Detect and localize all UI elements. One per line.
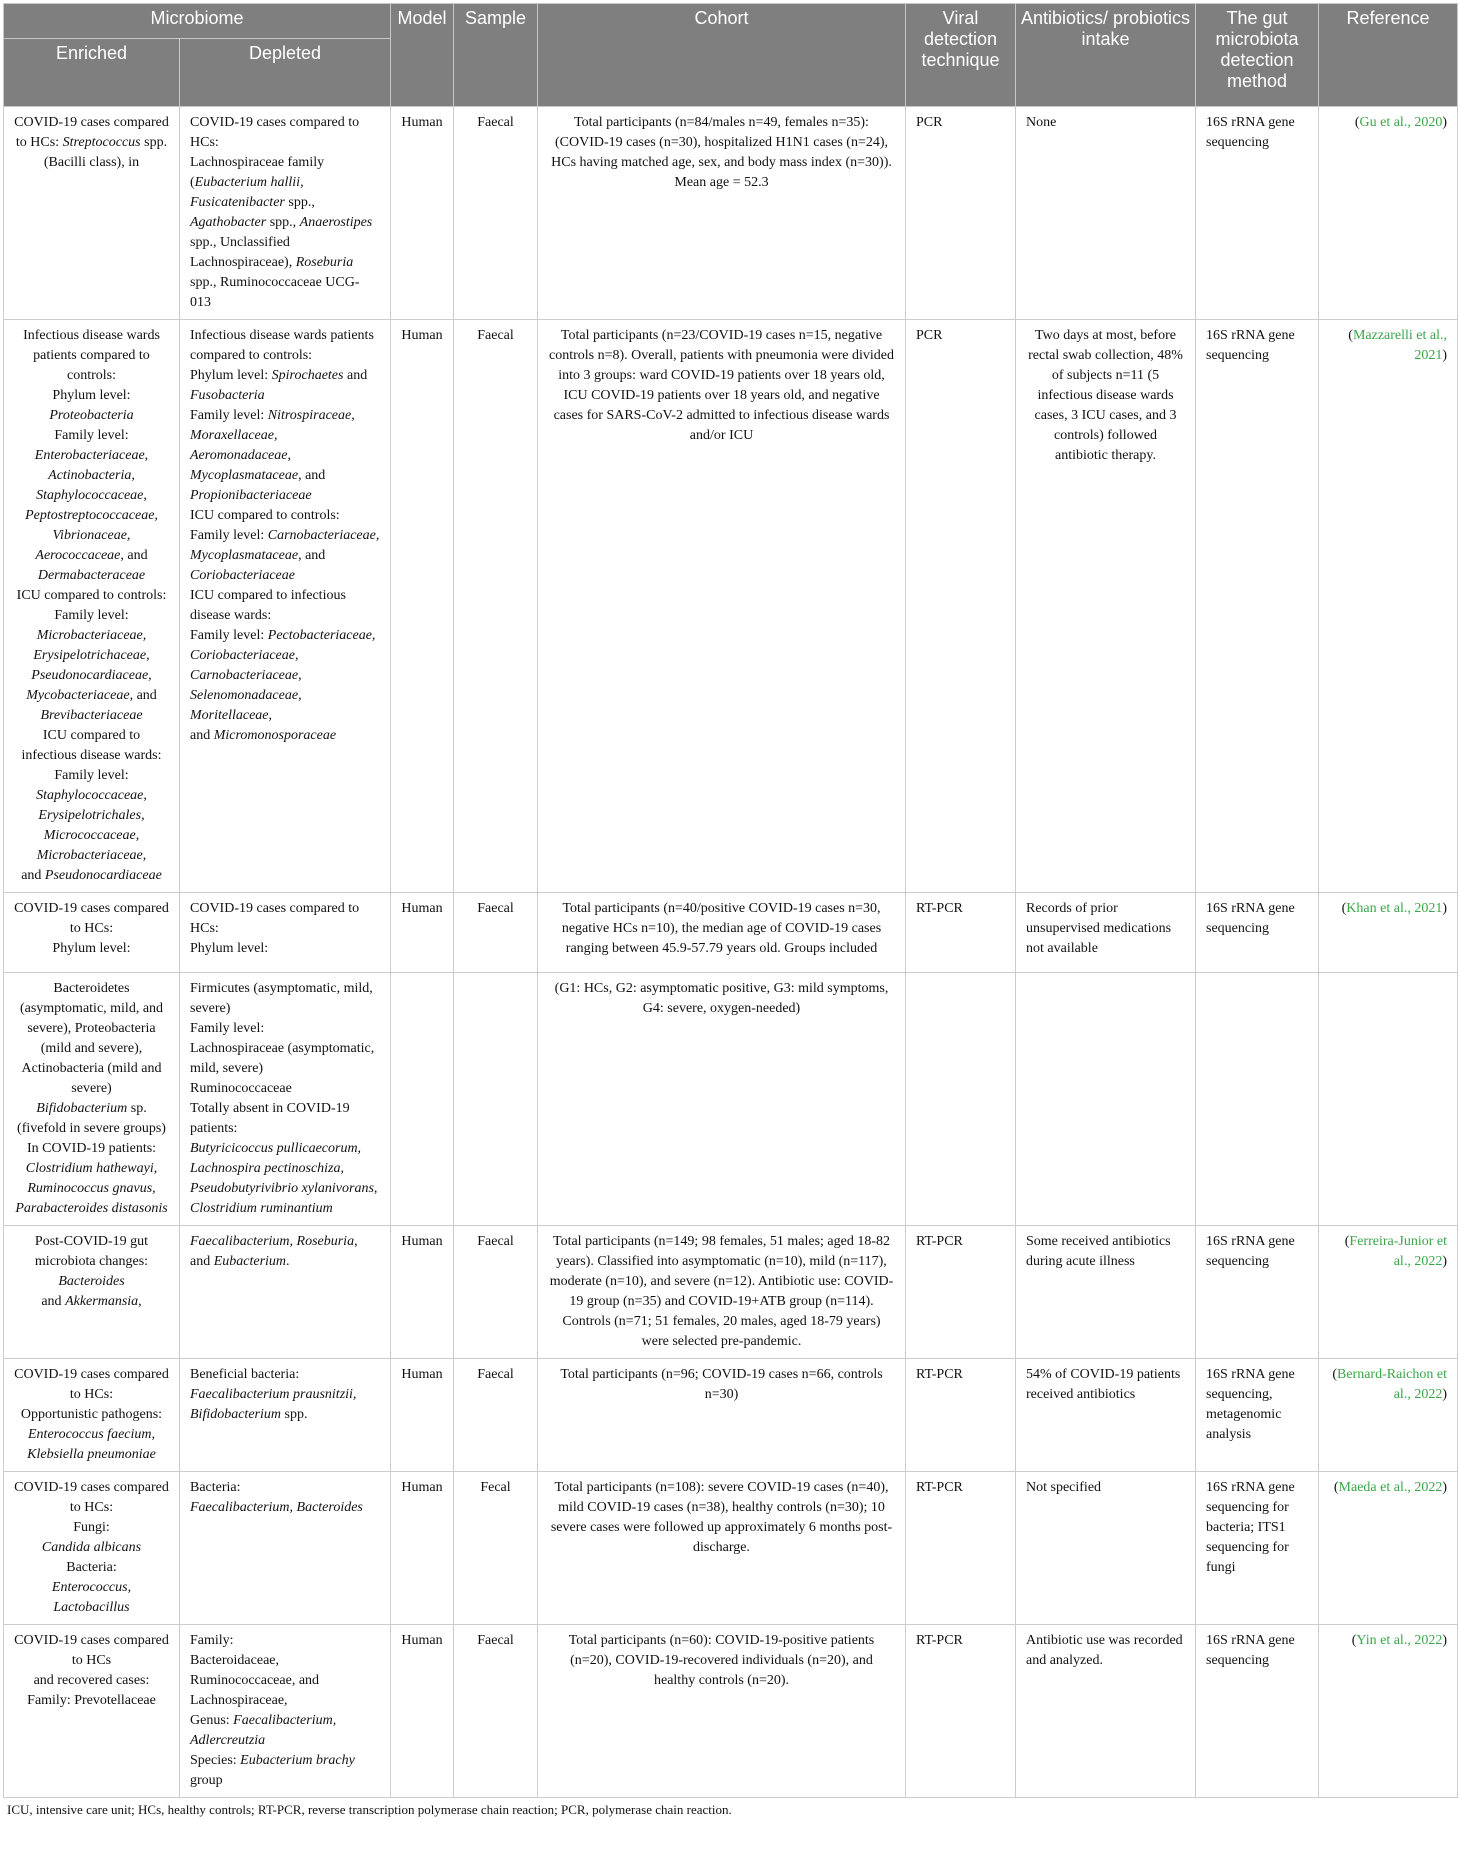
reference-link[interactable]: Bernard-Raichon et al., 2022: [1336, 1367, 1447, 1402]
cell-model: [391, 973, 454, 1226]
cell-cohort: Total participants (n=108): severe COVID-19 cases (n=40), mild COVID-19 cases (n=38), healthy controls (n=30); 10 severe cases were followed up approximately 6 months post-discharge.: [538, 1472, 906, 1625]
cell-viral: RT-PCR: [906, 1226, 1016, 1359]
header-viral-detection: Viral detection technique: [906, 4, 1016, 107]
cell-depleted: Beneficial bacteria: Faecalibacterium prausnitzii, Bifidobacterium spp.: [180, 1359, 391, 1472]
reference-link[interactable]: Gu et al., 2020: [1359, 115, 1443, 130]
cell-sample: Faecal: [454, 893, 538, 973]
cell-cohort: Total participants (n=96; COVID-19 cases n=66, controls n=30): [538, 1359, 906, 1472]
cell-sample: Faecal: [454, 1226, 538, 1359]
cell-model: Human: [391, 107, 454, 320]
cell-enriched: COVID-19 cases compared to HCs: Phylum level:: [4, 893, 180, 973]
table-row: [4, 1472, 1458, 1625]
cell-enriched: Post-COVID-19 gut microbiota changes: Bacteroides and Akkermansia,: [4, 1226, 180, 1359]
table-footnote: ICU, intensive care unit; HCs, healthy controls; RT-PCR, reverse transcription polymerase chain reaction; PCR, polymerase chain reaction.: [7, 1802, 732, 1817]
cell-reference: [1319, 973, 1458, 1226]
cell-viral: PCR: [906, 107, 1016, 320]
header-cohort: Cohort: [538, 4, 906, 107]
cell-method: 16S rRNA gene sequencing: [1196, 1226, 1319, 1359]
cell-reference: (Maeda et al., 2022): [1319, 1472, 1458, 1625]
cell-cohort: (G1: HCs, G2: asymptomatic positive, G3: mild symptoms, G4: severe, oxygen-needed): [538, 973, 906, 1226]
table-container: [3, 3, 1457, 1818]
cell-depleted: COVID-19 cases compared to HCs: Lachnospiraceae family (Eubacterium hallii, Fusicatenibacter spp., Agathobacter spp., Anaerostipes spp., Unclassified Lachnospiraceae), Roseburia spp., Ruminococcaceae UCG-013: [180, 107, 391, 320]
table-row: [4, 1625, 1458, 1798]
cell-antibiotics: [1016, 973, 1196, 1226]
table-row: [4, 893, 1458, 973]
cell-model: Human: [391, 1472, 454, 1625]
cell-viral: RT-PCR: [906, 1472, 1016, 1625]
cell-reference: (Khan et al., 2021): [1319, 893, 1458, 973]
cell-reference: (Mazzarelli et al., 2021): [1319, 320, 1458, 893]
cell-sample: Faecal: [454, 107, 538, 320]
cell-method: 16S rRNA gene sequencing: [1196, 107, 1319, 320]
cell-enriched: Infectious disease wards patients compared to controls: Phylum level: Proteobacteria Family level: Enterobacteriaceae, Actinobacteria, Staphylococcaceae, Peptostreptococcaceae, Vibrionaceae, Aerococcaceae, and Dermabacteraceae ICU compared to controls: Family level: Microbacteriaceae, Erysipelotrichaceae, Pseudonocardiaceae, Mycobacteriaceae, and Brevibacteriaceae ICU compared to infectious disease wards: Family level: Staphylococcaceae, Erysipelotrichales, Micrococcaceae, Microbacteriaceae, and Pseudonocardiaceae: [4, 320, 180, 893]
reference-link[interactable]: Yin et al., 2022: [1356, 1633, 1443, 1648]
cell-viral: RT-PCR: [906, 1359, 1016, 1472]
cell-sample: Faecal: [454, 320, 538, 893]
reference-link[interactable]: Maeda et al., 2022: [1338, 1480, 1443, 1495]
cell-antibiotics: 54% of COVID-19 patients received antibiotics: [1016, 1359, 1196, 1472]
table-row: [4, 107, 1458, 320]
cell-depleted: Firmicutes (asymptomatic, mild, severe) Family level: Lachnospiraceae (asymptomatic, mild, severe) Ruminococcaceae Totally absent in COVID-19 patients: Butyricicoccus pullicaecorum, Lachnospira pectinoschiza, Pseudobutyrivibrio xylanivorans, Clostridium ruminantium: [180, 973, 391, 1226]
cell-depleted: Family: Bacteroidaceae, Ruminococcaceae, and Lachnospiraceae, Genus: Faecalibacterium, Adlercreutzia Species: Eubacterium brachy group: [180, 1625, 391, 1798]
cell-sample: [454, 973, 538, 1226]
cell-cohort: Total participants (n=23/COVID-19 cases n=15, negative controls n=8). Overall, patients with pneumonia were divided into 3 groups: ward COVID-19 patients over 18 years old, ICU COVID-19 patients over 18 years old, and negative cases for SARS-CoV-2 admitted to infectious disease wards and/or ICU: [538, 320, 906, 893]
cell-antibiotics: Records of prior unsupervised medications not available: [1016, 893, 1196, 973]
cell-model: Human: [391, 1226, 454, 1359]
cell-antibiotics: None: [1016, 107, 1196, 320]
cell-depleted: Infectious disease wards patients compared to controls: Phylum level: Spirochaetes and Fusobacteria Family level: Nitrospiraceae, Moraxellaceae, Aeromonadaceae, Mycoplasmataceae, and Propionibacteriaceae ICU compared to controls: Family level: Carnobacteriaceae, Mycoplasmataceae, and Coriobacteriaceae ICU compared to infectious disease wards: Family level: Pectobacteriaceae, Coriobacteriaceae, Carnobacteriaceae, Selenomonadaceae, Moritellaceae, and Micromonosporaceae: [180, 320, 391, 893]
cell-enriched: COVID-19 cases compared to HCs and recovered cases: Family: Prevotellaceae: [4, 1625, 180, 1798]
table-body: [4, 107, 1458, 1798]
cell-method: 16S rRNA gene sequencing for bacteria; ITS1 sequencing for fungi: [1196, 1472, 1319, 1625]
cell-method: 16S rRNA gene sequencing, metagenomic analysis: [1196, 1359, 1319, 1472]
cell-antibiotics: Some received antibiotics during acute illness: [1016, 1226, 1196, 1359]
header-microbiome: Microbiome: [4, 4, 391, 39]
cell-method: 16S rRNA gene sequencing: [1196, 320, 1319, 893]
cell-model: Human: [391, 893, 454, 973]
header-model: Model: [391, 4, 454, 107]
reference-link[interactable]: Mazzarelli et al., 2021: [1352, 328, 1447, 363]
cell-enriched: COVID-19 cases compared to HCs: Opportunistic pathogens: Enterococcus faecium, Klebsiella pneumoniae: [4, 1359, 180, 1472]
header-enriched: Enriched: [4, 39, 180, 107]
cell-reference: (Gu et al., 2020): [1319, 107, 1458, 320]
reference-link[interactable]: Khan et al., 2021: [1346, 901, 1443, 916]
cell-enriched: COVID-19 cases compared to HCs: Fungi: Candida albicans Bacteria: Enterococcus, Lactobacillus: [4, 1472, 180, 1625]
cell-model: Human: [391, 320, 454, 893]
cell-method: 16S rRNA gene sequencing: [1196, 893, 1319, 973]
cell-cohort: Total participants (n=60): COVID-19-positive patients (n=20), COVID-19-recovered individuals (n=20), and healthy controls (n=20).: [538, 1625, 906, 1798]
cell-depleted: Faecalibacterium, Roseburia, and Eubacterium.: [180, 1226, 391, 1359]
cell-viral: PCR: [906, 320, 1016, 893]
header-reference: Reference: [1319, 4, 1458, 107]
table-row: [4, 973, 1458, 1226]
cell-viral: RT-PCR: [906, 1625, 1016, 1798]
cell-viral: RT-PCR: [906, 893, 1016, 973]
cell-method: [1196, 973, 1319, 1226]
header-antibiotics: Antibiotics/ probiotics intake: [1016, 4, 1196, 107]
reference-link[interactable]: Ferreira-Junior et al., 2022: [1349, 1234, 1447, 1269]
cell-depleted: COVID-19 cases compared to HCs: Phylum level:: [180, 893, 391, 973]
cell-antibiotics: Not specified: [1016, 1472, 1196, 1625]
cell-sample: Fecal: [454, 1472, 538, 1625]
cell-model: Human: [391, 1359, 454, 1472]
cell-sample: Faecal: [454, 1625, 538, 1798]
cell-reference: (Yin et al., 2022): [1319, 1625, 1458, 1798]
cell-model: Human: [391, 1625, 454, 1798]
cell-reference: (Bernard-Raichon et al., 2022): [1319, 1359, 1458, 1472]
table-row: [4, 1226, 1458, 1359]
cell-depleted: Bacteria: Faecalibacterium, Bacteroides: [180, 1472, 391, 1625]
cell-enriched: COVID-19 cases compared to HCs: Streptococcus spp. (Bacilli class), in: [4, 107, 180, 320]
cell-cohort: Total participants (n=149; 98 females, 51 males; aged 18-82 years). Classified into asymptomatic (n=10), mild (n=117), moderate (n=10), and severe (n=12). Antibiotic use: COVID-19 group (n=35) and COVID-19+ATB group (n=114). Controls (n=71; 51 females, 20 males, aged 18-79 years) were selected pre-pandemic.: [538, 1226, 906, 1359]
cell-viral: [906, 973, 1016, 1226]
cell-reference: (Ferreira-Junior et al., 2022): [1319, 1226, 1458, 1359]
header-depleted: Depleted: [180, 39, 391, 107]
cell-method: 16S rRNA gene sequencing: [1196, 1625, 1319, 1798]
cell-enriched: Bacteroidetes (asymptomatic, mild, and severe), Proteobacteria (mild and severe), Actinobacteria (mild and severe) Bifidobacterium sp. (fivefold in severe groups) In COVID-19 patients: Clostridium hathewayi, Ruminococcus gnavus, Parabacteroides distasonis: [4, 973, 180, 1226]
table-row: [4, 1359, 1458, 1472]
cell-cohort: Total participants (n=84/males n=49, females n=35): (COVID-19 cases (n=30), hospitalized H1N1 cases (n=24), HCs having matched age, sex, and body mass index (n=30)). Mean age = 52.3: [538, 107, 906, 320]
header-sample: Sample: [454, 4, 538, 107]
table-row: [4, 320, 1458, 893]
cell-sample: Faecal: [454, 1359, 538, 1472]
cell-antibiotics: Two days at most, before rectal swab collection, 48% of subjects n=11 (5 infectious disease wards cases, 3 ICU cases, and 3 controls) followed antibiotic therapy.: [1016, 320, 1196, 893]
header-gut-method: The gut microbiota detection method: [1196, 4, 1319, 107]
cell-cohort: Total participants (n=40/positive COVID-19 cases n=30, negative HCs n=10), the median age of COVID-19 cases ranging between 45.9-57.79 years old. Groups included: [538, 893, 906, 973]
cell-antibiotics: Antibiotic use was recorded and analyzed.: [1016, 1625, 1196, 1798]
microbiome-table: [3, 3, 1458, 1798]
